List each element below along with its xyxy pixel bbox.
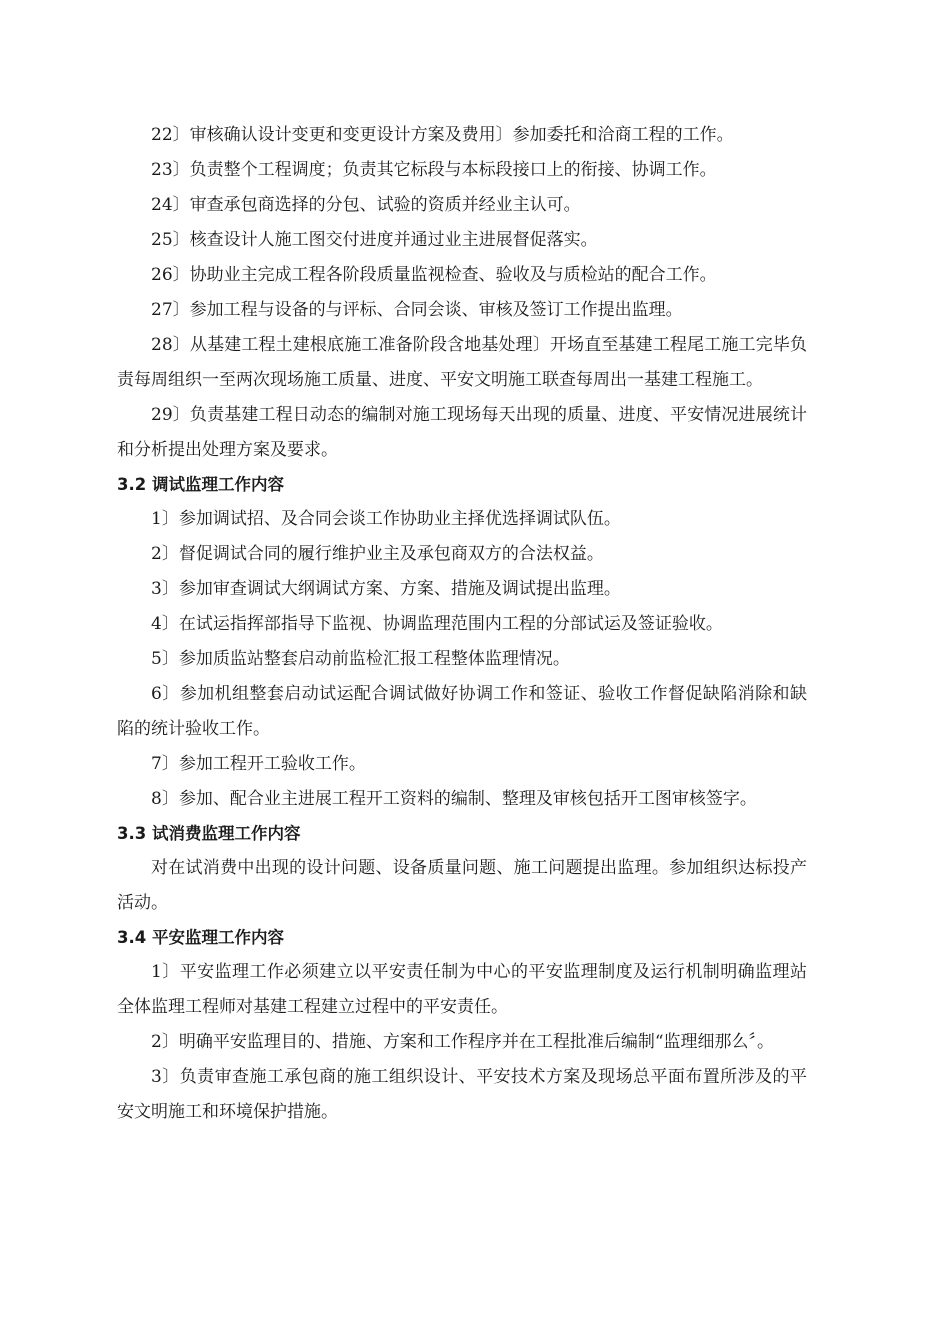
paragraph-item-1: 1〕参加调试招、及合同会谈工作协助业主择优选择调试队伍。 — [151, 509, 621, 529]
section-heading-3-3: 3.3 试消费监理工作内容 — [117, 824, 301, 843]
paragraph-item-25: 25〕核查设计人施工图交付进度并通过业主进展督促落实。 — [151, 230, 598, 250]
paragraph-safety-1: 1〕平安监理工作必须建立以平安责任制为中心的平安监理制度及运行机制明确监理站全体监理工程师对基建工程建立过程中的平安责任。 — [117, 962, 807, 1017]
section-heading-3-4: 3.4 平安监理工作内容 — [117, 928, 284, 947]
paragraph-item-27: 27〕参加工程与设备的与评标、合同会谈、审核及签订工作提出监理。 — [151, 300, 683, 320]
paragraph-item-22: 22〕审核确认设计变更和变更设计方案及费用〕参加委托和洽商工程的工作。 — [151, 125, 734, 145]
document-page — [117, 118, 807, 1130]
paragraph-item-23: 23〕负责整个工程调度；负责其它标段与本标段接口上的衔接、协调工作。 — [151, 160, 717, 180]
section-heading-3-2: 3.2 调试监理工作内容 — [117, 475, 284, 494]
paragraph-item-6: 6〕参加机组整套启动试运配合调试做好协调工作和签证、验收工作督促缺陷消除和缺陷的统计验收工作。 — [117, 684, 807, 739]
paragraph-item-5: 5〕参加质监站整套启动前监检汇报工程整体监理情况。 — [151, 649, 570, 669]
paragraph-safety-3: 3〕负责审查施工承包商的施工组织设计、平安技术方案及现场总平面布置所涉及的平安文明施工和环境保护措施。 — [117, 1067, 807, 1122]
paragraph-trial-production: 对在试消费中出现的设计问题、设备质量问题、施工问题提出监理。参加组织达标投产活动。 — [117, 858, 807, 913]
paragraph-item-7: 7〕参加工程开工验收工作。 — [151, 754, 366, 774]
paragraph-item-8: 8〕参加、配合业主进展工程开工资料的编制、整理及审核包括开工图审核签字。 — [151, 789, 757, 809]
paragraph-item-3: 3〕参加审查调试大纲调试方案、方案、措施及调试提出监理。 — [151, 579, 621, 599]
paragraph-item-28: 28〕从基建工程土建根底施工准备阶段含地基处理〕开场直至基建工程尾工施工完毕负责每周组织一至两次现场施工质量、进度、平安文明施工联查每周出一基建工程施工。 — [117, 335, 807, 390]
paragraph-item-26: 26〕协助业主完成工程各阶段质量监视检查、验收及与质检站的配合工作。 — [151, 265, 717, 285]
paragraph-item-29: 29〕负责基建工程日动态的编制对施工现场每天出现的质量、进度、平安情况进展统计和分析提出处理方案及要求。 — [117, 405, 807, 460]
paragraph-item-2: 2〕督促调试合同的履行维护业主及承包商双方的合法权益。 — [151, 544, 604, 564]
paragraph-item-24: 24〕审查承包商选择的分包、试验的资质并经业主认可。 — [151, 195, 581, 215]
paragraph-item-4: 4〕在试运指挥部指导下监视、协调监理范围内工程的分部试运及签证验收。 — [151, 614, 723, 634]
paragraph-safety-2: 2〕明确平安监理目的、措施、方案和工作程序并在工程批准后编制“监理细那么〞。 — [151, 1032, 775, 1052]
